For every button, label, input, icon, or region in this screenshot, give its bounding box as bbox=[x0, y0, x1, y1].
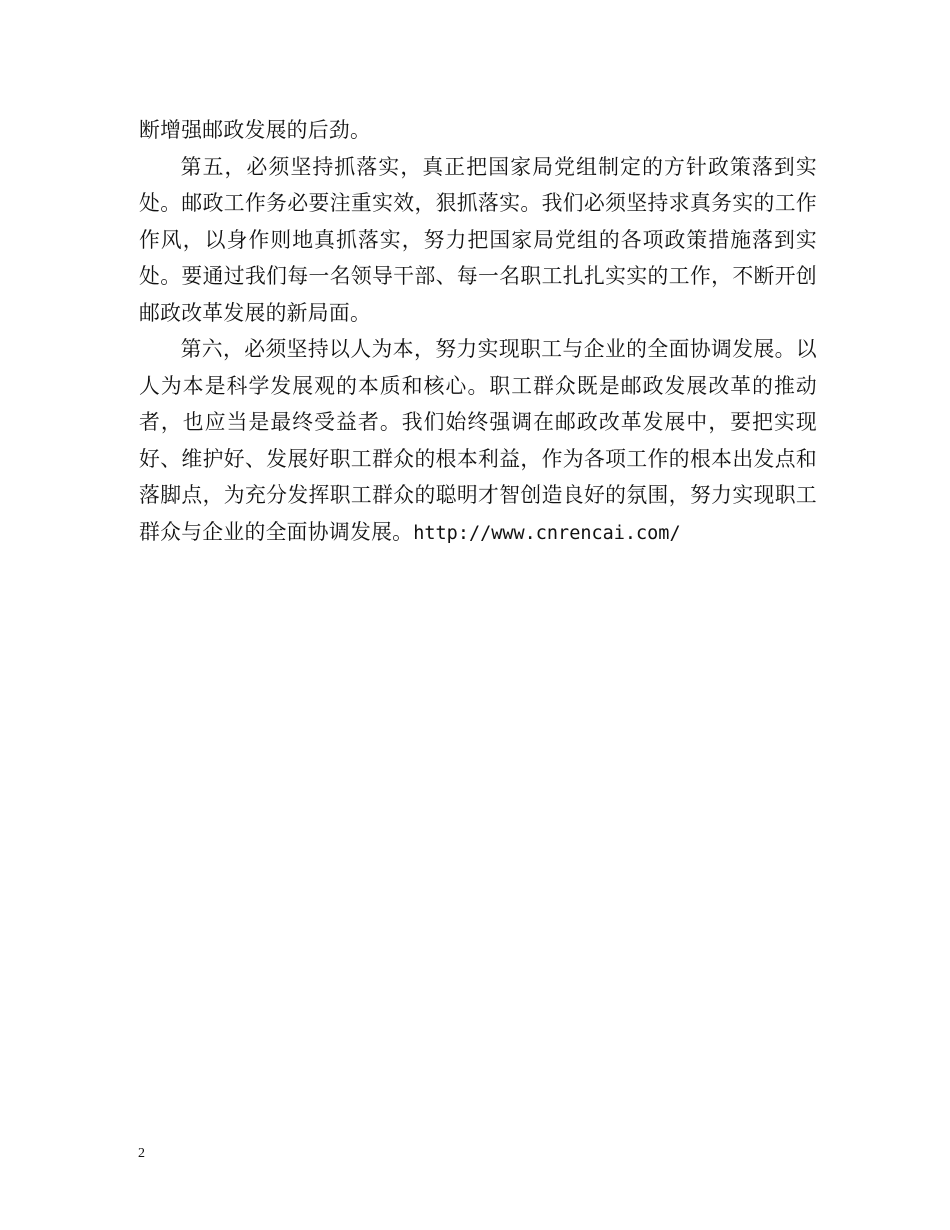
paragraph-sixth-point bbox=[139, 331, 817, 552]
page-number: 2 bbox=[138, 1146, 145, 1161]
source-url-link[interactable]: http://www.cnrencai.com/ bbox=[413, 522, 681, 544]
paragraph-continuation: 断增强邮政发展的后劲。 bbox=[139, 118, 372, 142]
document-body bbox=[139, 112, 817, 552]
paragraph-fifth-point: 第五，必须坚持抓落实，真正把国家局党组制定的方针政策落到实处。邮政工作务必要注重实效，狠抓落实。我们必须坚持求真务实的工作作风，以身作则地真抓落实，努力把国家局党组的各项政策措施落到实处。要通过我们每一名领导干部、每一名职工扎扎实实的工作，不断开创邮政改革发展的新局面。 bbox=[139, 154, 817, 325]
paragraph-sixth-point-text: 第六，必须坚持以人为本，努力实现职工与企业的全面协调发展。以人为本是科学发展观的本质和核心。职工群众既是邮政发展改革的推动者，也应当是最终受益者。我们始终强调在邮政改革发展中，要把实现好、维护好、发展好职工群众的根本利益，作为各项工作的根本出发点和落脚点，为充分发挥职工群众的聪明才智创造良好的氛围，努力实现职工群众与企业的全面协调发展。 bbox=[139, 337, 817, 544]
